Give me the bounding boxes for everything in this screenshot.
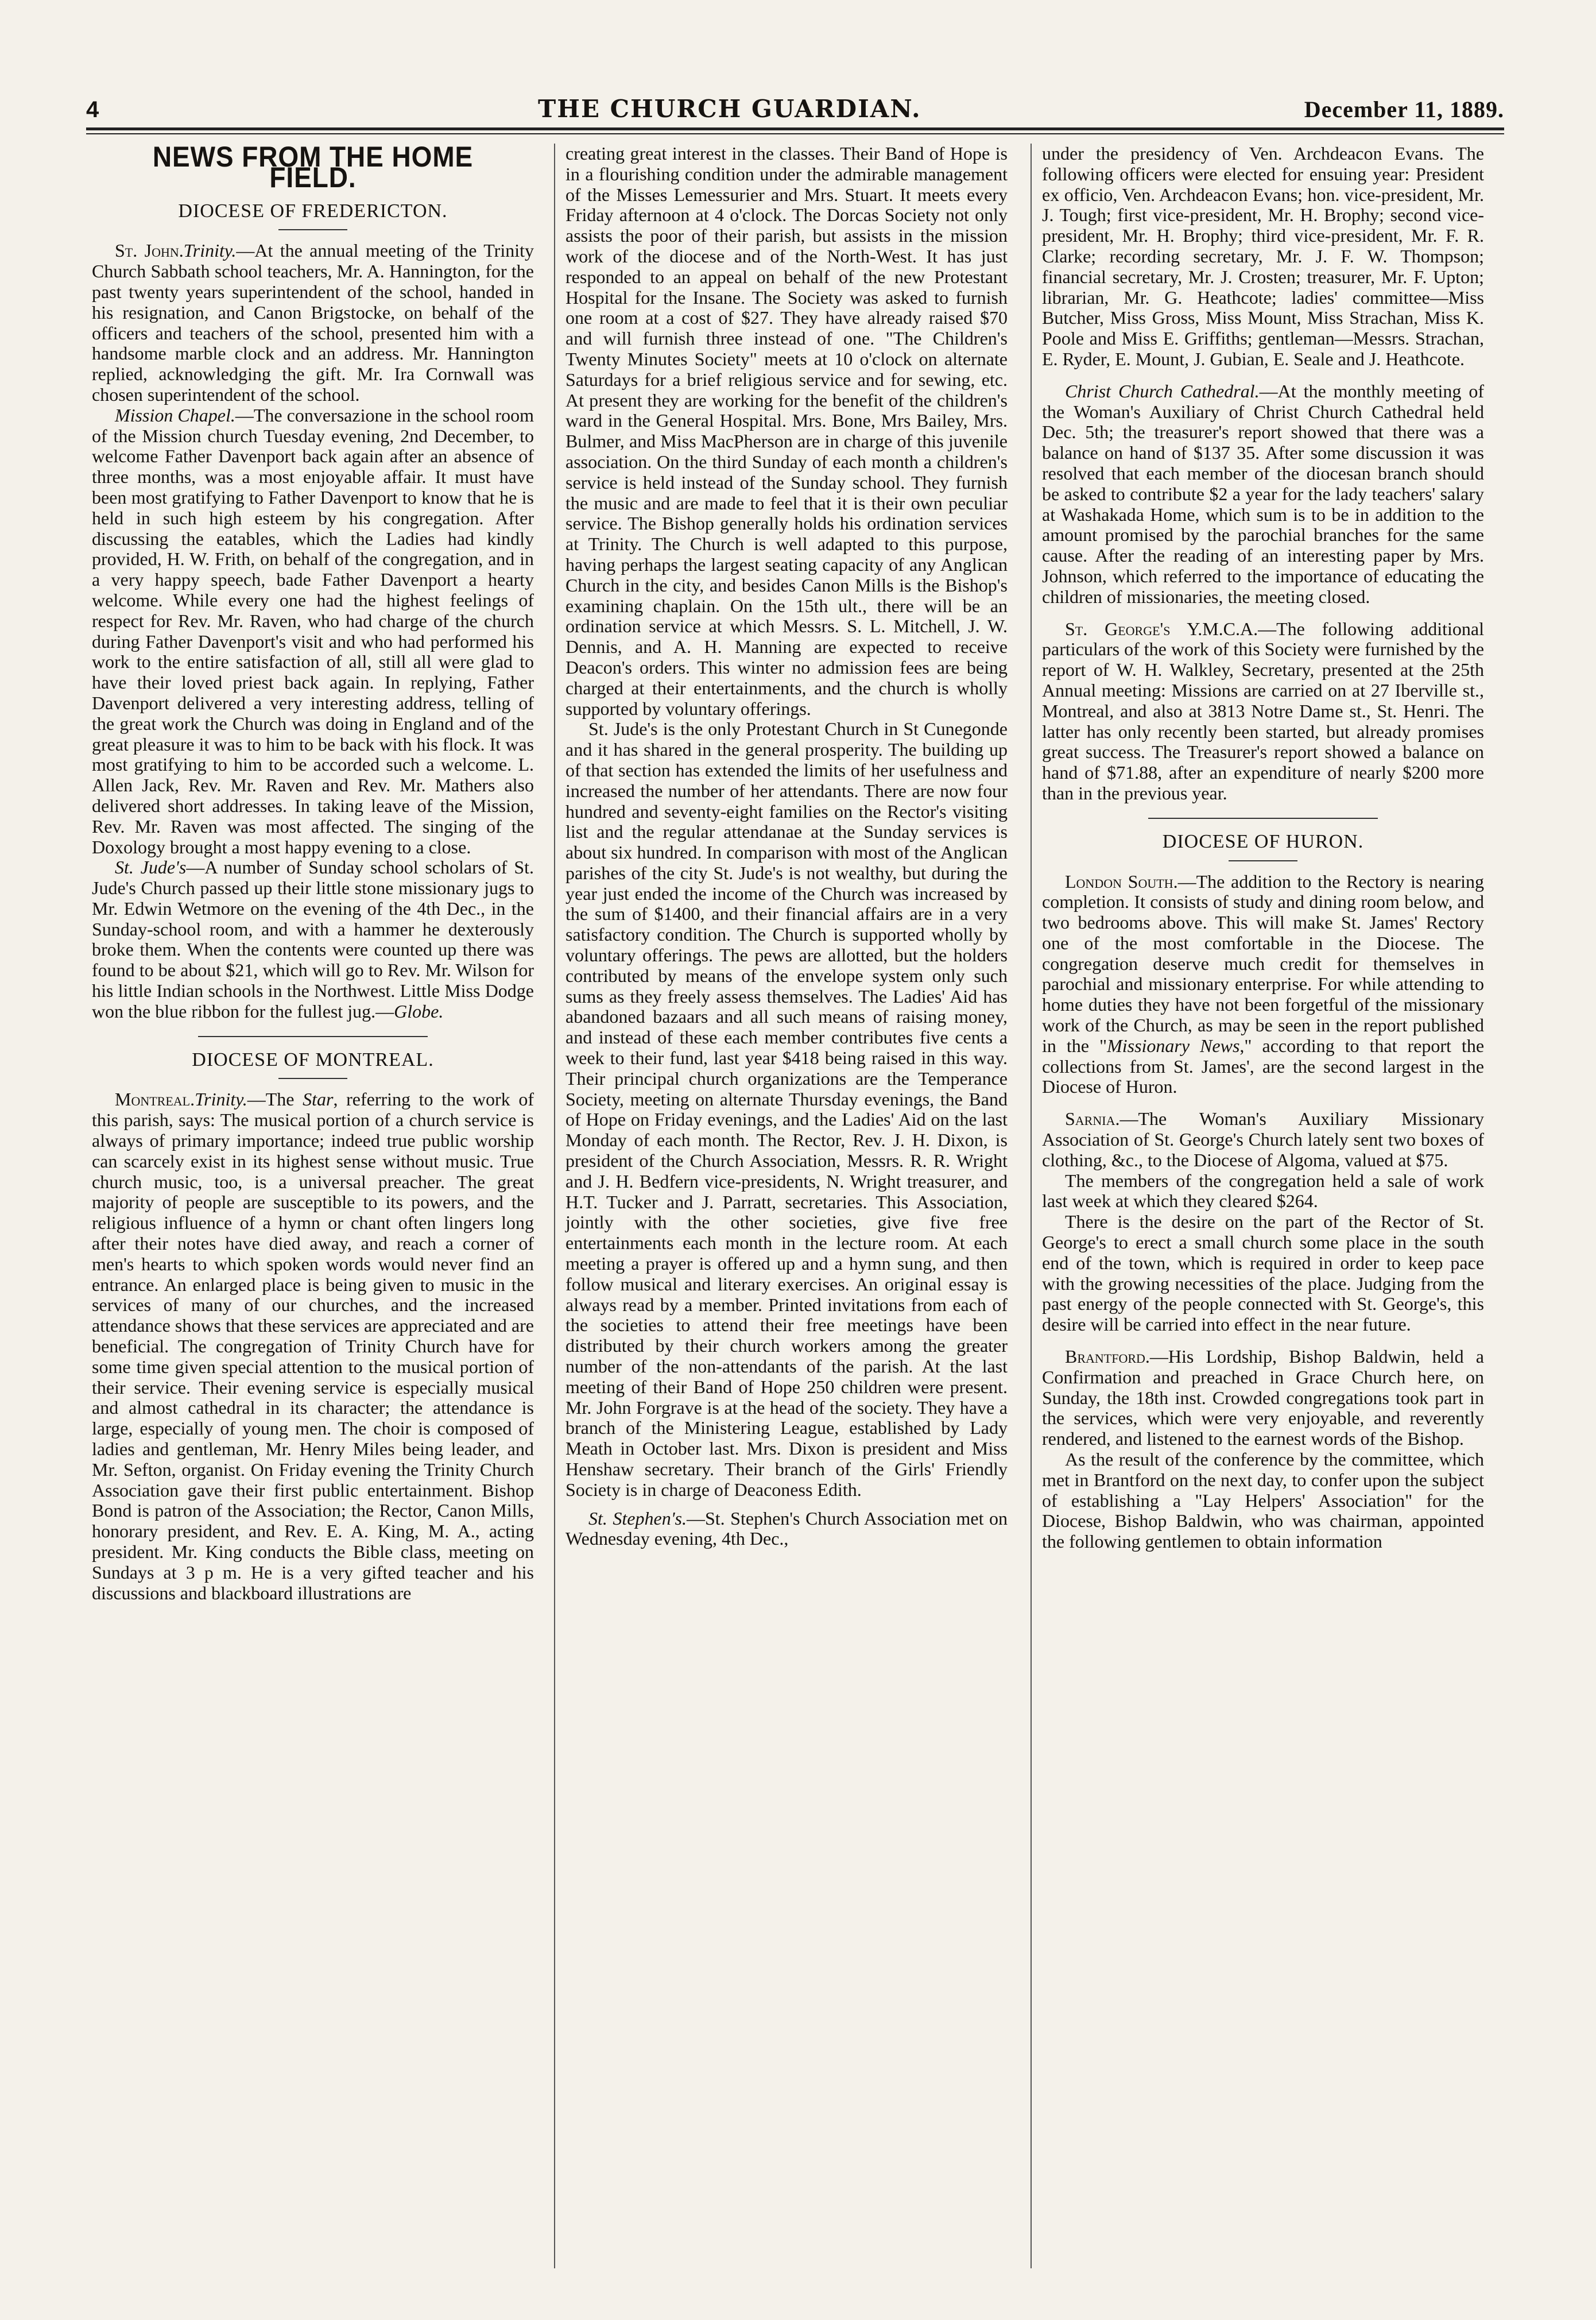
article-body: —At the monthly meeting of the Woman's Auxiliary of Christ Church Cathedral held Dec. 5th; the treasurer's report showed that there was a balance on hand of $137 35. After some discussion it was resolved that each member of the diocesan branch should be asked to contribute $2 a year for the lady teachers' salary at Washakada Home, which sum is to be in addition to the amount promised by the parochial branches for the same cause. After the reading of an interesting paper by Mrs. Johnson, which referred to the importance of educating the children of missionaries, the meeting closed. <box>1042 380 1485 607</box>
issue-date: December 11, 1889. <box>1304 96 1504 122</box>
church-name: St. Jude's <box>115 857 187 878</box>
church-name: Mission Chapel. <box>115 404 235 426</box>
diocese-heading-montreal: DIOCESE OF MONTREAL. <box>192 1049 434 1070</box>
place-lead: Brantford. <box>1065 1346 1150 1367</box>
page-header <box>86 86 1504 123</box>
column-3 <box>1042 144 1484 1552</box>
header-rule-thick <box>86 127 1504 130</box>
article-body: —The conversazione in the school room of the Mission church Tuesday evening, 2nd December, to welcome Father Davenport back again after an absence of three months, was a most enjoyable affair. It must have been most gratifying to Father Davenport to know that he is held in such high esteem by his congregation. After discussing the eatables, which the Ladies had kindly provided, H. W. Frith, on behalf of the congregation, and in a very happy speech, bade Father Davenport a hearty welcome. While every one had the highest feelings of respect for Rev. Mr. Raven, who had charge of the church during Father Davenport's visit and who had performed his work to the entire satisfaction of all, still all were glad to have their loved priest back again. In replying, Father Davenport delivered a very interesting address, telling of the great work the Church was doing in England and of the great pleasure it was to him to be back with his flock. It was most gratifying to him to be accorded such a welcome. L. Allen Jack, Rev. Mr. Raven and Rev. Mr. Mathers also delivered short addresses. In taking leave of the Mission, Rev. Mr. Raven was most affected. The singing of the Doxology brought a most happy evening to a close. <box>92 404 534 857</box>
separator-rule <box>1148 818 1378 819</box>
article-body: —A number of Sunday school scholars of St. Jude's Church passed up their little stone missionary jugs to Mr. Edwin Wetmore on the evening of the 4th Dec., in the Sunday-school room, and with a hammer he dexterously broke them. When the contents were counted up there was found to be about $21, which will go to Rev. Mr. Wilson for his little Indian schools in the Northwest. Little Miss Dodge won the blue ribbon for the fullest jug.— <box>92 857 534 1022</box>
header-rule-thin <box>86 133 1504 134</box>
column-2 <box>565 144 1008 1549</box>
paragraph: As the result of the conference by the committee, which met in Brantford on the next day, to confer upon the subject of establishing a "Lay Helpers' Association" for the Diocese, Bishop Baldwin, who was chairman, appointed the following gentlemen to obtain information <box>1042 1449 1484 1552</box>
column-1 <box>92 141 534 1603</box>
church-name: Trinity. <box>195 1089 247 1110</box>
newspaper-name: Star <box>303 1089 334 1110</box>
article-st-stephens <box>565 1509 1008 1550</box>
article-st-judes-montreal: St. Jude's is the only Protestant Church in St Cunegonde and it has shared in the general prosperity. The building up of that section has extended the limits of her usefulness and increased the number of her attendants. There are now four hundred and seventy-eight families on the Rector's visiting list and the regular attendanae at the Sunday services is about six hundred. In comparison with most of the Anglican parishes of the city St. Jude's is not wealthy, but during the year just ended the income of the Church was increased by the sum of $1400, and their financial affairs are in a very satisfactory condition. The Church is supported wholly by voluntary offerings. The pews are allotted, but the holders contributed by means of the envelope system only such sums as they freely assess themselves. The Ladies' Aid has abandoned bazaars and all such means of raising money, and instead of these each member contributes five cents a week to their fund, last year $418 being raised in this way. Their principal church organizations are the Temperance Society, meeting on alternate Thursday evenings, the Band of Hope on Friday evenings, and the Ladies' Aid on the last Monday of each month. The Rector, Rev. J. H. Dixon, is president of the Church Association, Messrs. R. R. Wright and J. H. Bedfern vice-presidents, N. Wright treasurer, and H.T. Tucker and J. Parratt, secretaries. This Association, jointly with the other societies, give five free entertainments each month in the lecture room. At each meeting a prayer is offered up and a hymn sung, and then follow musical and literary exercises. An original essay is always read by a member. Printed invitations from each of the societies to attend their free meetings have been distributed by their church workers among the greater number of the non-attendants of the parish. At the last meeting of their Band of Hope 250 children were present. Mr. John Forgrave is at the head of the society. They have a branch of the Ministering League, established by Lady Meath in October last. Mrs. Dixon is president and Miss Henshaw secretary. Their branch of the Girls' Friendly Society is in charge of Deaconess Edith. <box>565 718 1008 1500</box>
paragraph: The members of the congregation held a sale of work last week at which they cleared $264. <box>1042 1170 1484 1212</box>
article-body: Y.M.C.A.—The following additional particulars of the work of this Society were furnished by the report of W. H. Walkley, Secretary, presented at the 25th Annual meeting: Missions are carried on at 27 Iberville st., Montreal, and also at 3813 Notre Dame st., St. Henri. The latter has only recently been started, but already promises great success. The Treasurer's report showed a balance on hand of $71.88, after an expenditure of nearly $200 more than in the previous year. <box>1042 618 1485 803</box>
article-mission-chapel <box>92 405 534 858</box>
article-body: —At the annual meeting of the Trinity Church Sabbath school teachers, Mr. A. Hannington, for the past twenty years superintendent of the school, handed in his resignation, and Canon Brigstocke, on behalf of the officers and teachers of the school, presented him with a handsome marble clock and an address. Mr. Hannington replied, acknowledging the gift. Mr. Ira Cornwall was chosen superintendent of the school. <box>92 240 534 405</box>
page-number: 4 <box>86 97 99 122</box>
article-body: , referring to the work of this parish, says: The musical portion of a church service is always of primary importance; indeed true public worship can scarcely exist in its highest sense without music. True church music, too, is a universal preacher. The great majority of people are susceptible to its powers, and the religious influence of a hymn or chant often lingers long after their notes have died away, and reach a corner of men's hearts to which spoken words would never find an entrance. An enlarged place is being given to music in the services of many of our churches, and the increased attendance shows that these services are appreciated and are beneficial. The congregation of Trinity Church have for some time given special attention to the musical portion of their service. Their evening service is especially musical and almost cathedral in its character; the attendance is large, especially of young men. The choir is composed of ladies and gentleman, Mr. Henry Miles being leader, and Mr. Sefton, organist. On Friday evening the Trinity Church Association gave their first public entertainment. Bishop Bond is patron of the Association; the Rector, Canon Mills, honorary president, and Rev. E. A. King, M. A., acting president. Mr. King conducts the Bible class, meeting on Sundays at 3 p m. He is a very gifted teacher and his discussions and blackboard illustrations are <box>92 1089 534 1603</box>
church-name: Christ Church Cathedral. <box>1065 380 1260 401</box>
short-rule <box>278 1078 347 1079</box>
article-sarnia <box>1042 1109 1484 1170</box>
section-heading: NEWS FROM THE HOME FIELD. <box>152 141 474 194</box>
diocese-heading-fredericton: DIOCESE OF FREDERICTON. <box>178 200 448 222</box>
article-body: —The Woman's Auxiliary Missionary Association of St. George's Church lately sent two boxes of clothing, &c., to the Diocese of Algoma, valued at $75. <box>1042 1108 1484 1170</box>
place-lead: St. George's <box>1065 618 1171 639</box>
column-divider-2 <box>1031 144 1032 2268</box>
short-rule <box>1229 860 1297 861</box>
article-continued: under the presidency of Ven. Archdeacon Evans. The following officers were elected for ensuing year: President ex officio, Ven. Archdeacon Evans; hon. vice-president, Mr. J. Tough; first vice-president, Mr. H. Brophy; second vice-president, Mr. H. Brophy; third vice-president, Mr. F. R. Clarke; recording secretary, Mr. J. F. W. Thompson; financial secretary, Mr. J. Crosten; treasurer, Mr. F. Upton; librarian, Mr. G. Heathcote; ladies' committee—Miss Butcher, Miss Gross, Miss Mount, Miss Strachan, Miss K. Poole and Miss E. Griffiths; gentleman—Messrs. Strachan, E. Ryder, E. Mount, J. Gubian, E. Seale and J. Heathcote. <box>1042 143 1484 369</box>
publication-name: Missionary News <box>1107 1035 1240 1056</box>
paragraph: There is the desire on the part of the Rector of St. George's to erect a small church some place in the south end of the town, which is required in order to keep pace with the growing necessities of the place. Judging from the past energy of the people connected with St. George's, this desire will be carried into effect in the near future. <box>1042 1211 1484 1335</box>
place-lead: Sarnia. <box>1065 1108 1120 1130</box>
masthead-title: THE CHURCH GUARDIAN. <box>538 95 921 123</box>
article-london-south <box>1042 872 1484 1098</box>
article-body: —The addition to the Rectory is nearing completion. It consists of study and dining room below, and two bedrooms above. This will make St. James' Rectory one of the most comfortable in the Diocese. The congregation deserve much credit for themselves in parochial and missionary enterprise. For while attending to home duties they have not been forgetful of the missionary work of the Church, as may be seen in the report published in the " <box>1042 871 1485 1056</box>
article-st-judes <box>92 857 534 1022</box>
church-name: St. Stephen's. <box>588 1507 687 1529</box>
article-body-end: ," according to that report the collections from St. James', are the second largest in the Diocese of Huron. <box>1042 1035 1485 1097</box>
article-christ-church-cathedral <box>1042 381 1484 608</box>
church-name: Trinity. <box>183 240 237 261</box>
article-body-prefix: —The <box>247 1089 303 1110</box>
place-lead: Montreal. <box>115 1089 195 1110</box>
article-brantford <box>1042 1347 1484 1449</box>
place-lead: St. John. <box>115 240 184 261</box>
article-st-georges-ymca <box>1042 619 1484 804</box>
source-credit: Globe. <box>394 1000 444 1022</box>
article-continued: creating great interest in the classes. Their Band of Hope is in a flourishing condition under the admirable management of the Misses Lemessurier and Mrs. Stuart. It meets every Friday afternoon at 4 o'clock. The Dorcas Society not only assists the poor of their parish, but assists in the mission work of the diocese and of the North-West. It has just responded to an appeal on behalf of the new Protestant Hospital for the Insane. The Society was asked to furnish one room at a cost of $27. They have already raised $70 and will furnish three instead of one. "The Children's Twenty Minutes Society" meets at 10 o'clock on alternate Saturdays for a brief religious service and for sewing, etc. At present they are working for the benefit of the children's ward in the General Hospital. Mrs. Bone, Mrs Bailey, Mrs. Bulmer, and Miss MacPherson are in charge of this juvenile association. On the third Sunday of each month a children's service is held instead of the Sunday school. They furnish the music and are made to feel that it is their own peculiar service. The Bishop generally holds his ordination services at Trinity. The Church is well adapted to this purpose, having perhaps the largest seating capacity of any Anglican Church in the city, and besides Canon Mills is the Bishop's examining chaplain. On the 15th ult., there will be an ordination service at which Messrs. S. L. Mitchell, J. W. Dennis, and A. H. Manning are expected to receive Deacon's orders. This winter no admission fees are being charged at their entertainments, and the church is wholly supported by voluntary offerings. <box>565 143 1008 719</box>
article-montreal-trinity <box>92 1089 534 1603</box>
article-st-john-trinity <box>92 241 534 405</box>
article-body: —His Lordship, Bishop Baldwin, held a Confirmation and preached in Grace Church here, on Sunday, the 18th inst. Crowded congregations took part in the services, which were very enjoyable, and reverently rendered, and listened to the earnest words of the Bishop. <box>1042 1346 1484 1449</box>
separator-rule <box>198 1036 428 1037</box>
diocese-heading-huron: DIOCESE OF HURON. <box>1162 830 1364 852</box>
article-body: —St. Stephen's Church Association met on Wednesday evening, 4th Dec., <box>565 1507 1008 1549</box>
column-divider-1 <box>554 144 555 2268</box>
short-rule <box>278 229 347 230</box>
place-lead: London South. <box>1065 871 1178 892</box>
